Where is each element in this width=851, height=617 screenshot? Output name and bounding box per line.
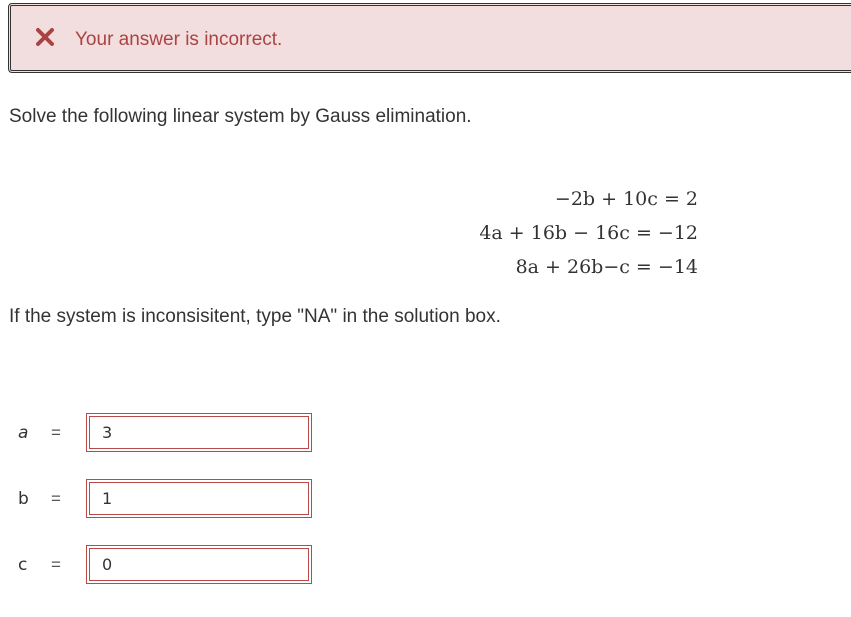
- variable-label-c: c: [18, 555, 28, 575]
- equals-sign: =: [51, 489, 61, 508]
- answer-row-b: [0, 479, 330, 519]
- x-mark-icon: [35, 27, 55, 47]
- inconsistent-note: If the system is inconsisitent, type "NA" in the solution box.: [9, 306, 501, 327]
- incorrect-answer-alert: [8, 3, 851, 73]
- variable-label-a: a: [18, 423, 29, 443]
- alert-message: Your answer is incorrect.: [75, 29, 283, 50]
- answer-input-a[interactable]: [86, 413, 312, 452]
- equals-sign: =: [51, 423, 61, 442]
- linear-system: [479, 186, 698, 288]
- answer-row-c: [0, 545, 330, 585]
- question-instruction: Solve the following linear system by Gauss elimination.: [9, 106, 472, 127]
- equation-2: 4a + 16b − 16c = −12: [479, 222, 698, 244]
- answer-input-b[interactable]: [86, 479, 312, 518]
- equation-3: 8a + 26b−c = −14: [515, 256, 698, 278]
- answer-row-a: [0, 413, 330, 453]
- variable-label-b: b: [18, 489, 29, 509]
- answer-input-c[interactable]: [86, 545, 312, 584]
- equation-1: −2b + 10c = 2: [554, 188, 698, 210]
- equals-sign: =: [51, 555, 61, 574]
